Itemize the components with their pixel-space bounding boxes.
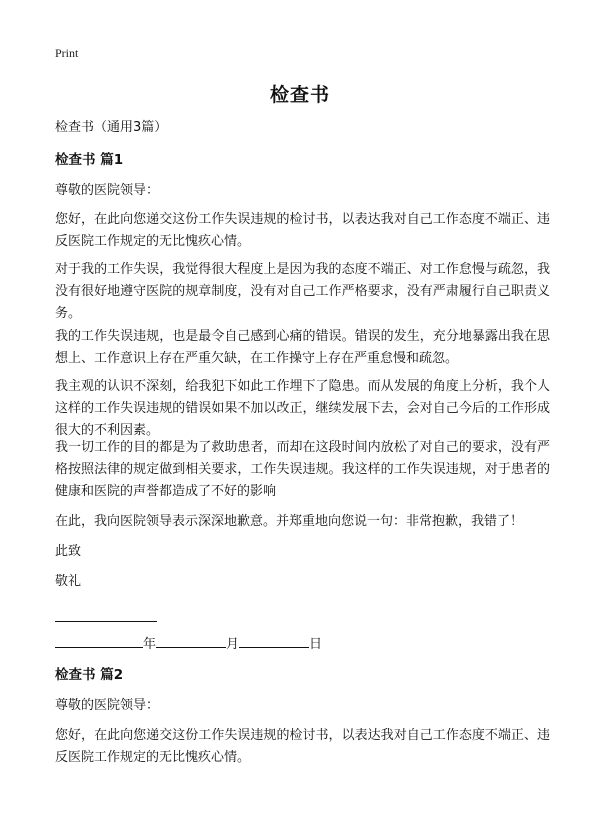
page-title: 检查书 [269, 84, 330, 106]
year-blank [55, 633, 143, 648]
closing-respectfully: 此致 [55, 544, 82, 559]
section-1-heading: 检查书 篇1 [55, 152, 124, 168]
section-1-salutation: 尊敬的医院领导： [55, 183, 160, 198]
day-label: 日 [309, 637, 323, 652]
section-1-paragraph-1: 您好，在此向您递交这份工作失误违规的检讨书，以表达我对自己工作态度不端正、违反医院工作规定的无比愧疚心情。 [55, 212, 550, 249]
year-label: 年 [143, 637, 157, 652]
day-blank [239, 633, 309, 648]
section-2-paragraph-1: 您好，在此向您递交这份工作失误违规的检讨书，以表达我对自己工作态度不端正、违反医院工作规定的无比愧疚心情。 [55, 728, 550, 765]
print-label: Print [55, 46, 79, 60]
section-2-salutation: 尊敬的医院领导： [55, 698, 160, 713]
document-subtitle: 检查书（通用3篇） [55, 120, 168, 135]
closing-salute: 敬礼 [55, 574, 82, 589]
section-1-paragraph-6: 在此，我向医院领导表示深深地歉意。并郑重地向您说一句：非常抱歉，我错了！ [55, 514, 524, 529]
section-1-paragraph-5: 我一切工作的目的都是为了救助患者，而却在这段时间内放松了对自己的要求，没有严格按照法律的规定做到相关要求，工作失误违规。我这样的工作失误违规，对于患者的健康和医院的声誉都造成了不好的影响 [55, 440, 550, 499]
month-label: 月 [226, 637, 240, 652]
section-1-paragraph-2: 对于我的工作失误，我觉得很大程度上是因为我的态度不端正、对工作怠慢与疏忽，我没有很好地遵守医院的规章制度，没有对自己工作严格要求，没有严肃履行自己职责义务。 [55, 262, 550, 321]
date-row [55, 633, 322, 655]
month-blank [156, 633, 226, 648]
section-1-paragraph-3: 我的工作失误违规，也是最令自己感到心痛的错误。错误的发生，充分地暴露出我在思想上、工作意识上存在严重欠缺，在工作操守上存在严重怠慢和疏忽。 [55, 329, 550, 366]
section-2-heading: 检查书 篇2 [55, 667, 124, 683]
signature-line [55, 620, 157, 622]
section-1-paragraph-4: 我主观的认识不深刻，给我犯下如此工作埋下了隐患。而从发展的角度上分析，我个人这样的工作失误违规的错误如果不加以改正，继续发展下去，会对自己今后的工作形成很大的不利因素。 [55, 379, 550, 438]
